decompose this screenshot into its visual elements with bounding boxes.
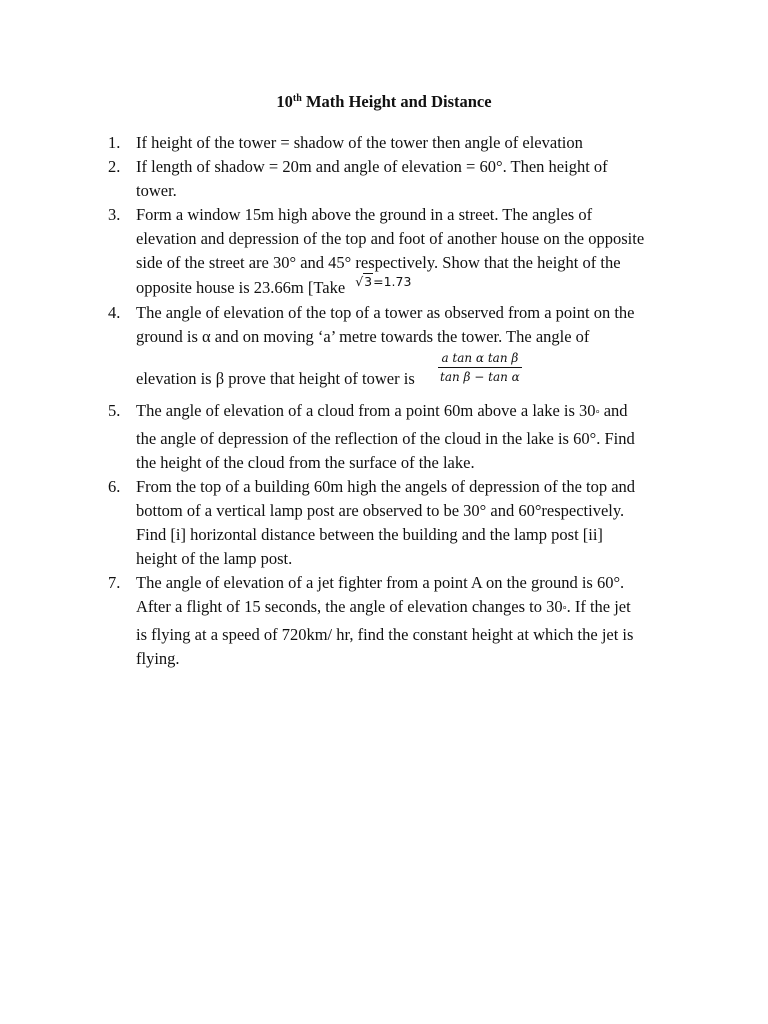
question-item-4 bbox=[108, 301, 668, 397]
question-line: side of the street are 30° and 45° respectively. Show that the height of the bbox=[136, 253, 621, 272]
question-item-3 bbox=[108, 203, 668, 301]
question-text: After a flight of 15 seconds, the angle of elevation changes to 30 bbox=[136, 597, 563, 616]
question-item-2 bbox=[108, 155, 668, 203]
question-line: is flying at a speed of 720km/ hr, find the constant height at which the jet is bbox=[136, 625, 634, 644]
question-list bbox=[108, 131, 668, 671]
question-line bbox=[136, 595, 668, 623]
question-number: 5. bbox=[108, 401, 121, 420]
question-line: opposite house is 23.66m [Take bbox=[136, 278, 346, 297]
question-item-5 bbox=[108, 399, 668, 475]
question-number: 3. bbox=[108, 205, 121, 224]
question-line: If height of the tower = shadow of the tower then angle of elevation bbox=[136, 133, 583, 152]
question-item-7 bbox=[108, 571, 668, 671]
question-line: If length of shadow = 20m and angle of elevation = 60°. Then height of bbox=[136, 157, 608, 176]
question-line: elevation and depression of the top and foot of another house on the opposite bbox=[136, 229, 645, 248]
question-line-with-fraction bbox=[136, 349, 668, 397]
question-number: 6. bbox=[108, 477, 121, 496]
question-number: 4. bbox=[108, 303, 121, 322]
question-line: elevation is β prove that height of tower is bbox=[136, 369, 415, 388]
fraction-numerator: a tan α tan β bbox=[438, 349, 522, 368]
title-prefix: 10 bbox=[276, 92, 293, 111]
question-line-with-sqrt bbox=[136, 276, 668, 301]
sqrt-expression: √3=1.73 bbox=[355, 274, 412, 289]
question-line: The angle of elevation of the top of a tower as observed from a point on the bbox=[136, 303, 635, 322]
question-number: 1. bbox=[108, 133, 121, 152]
fraction-denominator: tan β − tan α bbox=[440, 370, 520, 384]
sqrt-radicand: 3 bbox=[364, 274, 373, 289]
question-item-6 bbox=[108, 475, 668, 571]
question-line: flying. bbox=[136, 649, 180, 668]
question-line: From the top of a building 60m high the angels of depression of the top and bbox=[136, 477, 636, 496]
question-line: Find [i] horizontal distance between the building and the lamp post [ii] bbox=[136, 525, 603, 544]
degree-symbol: ° bbox=[562, 605, 567, 616]
question-number: 2. bbox=[108, 157, 121, 176]
question-line: ground is α and on moving ‘a’ metre towards the tower. The angle of bbox=[136, 327, 590, 346]
question-number: 7. bbox=[108, 573, 121, 592]
question-line: tower. bbox=[136, 181, 177, 200]
question-text: The angle of elevation of a cloud from a point 60m above a lake is 30 bbox=[136, 401, 596, 420]
question-line bbox=[136, 399, 668, 427]
question-line: the height of the cloud from the surface of the lake. bbox=[136, 453, 475, 472]
degree-symbol: ° bbox=[595, 409, 600, 420]
question-line: The angle of elevation of a jet fighter from a point A on the ground is 60°. bbox=[136, 573, 625, 592]
question-line: height of the lamp post. bbox=[136, 549, 293, 568]
question-line: bottom of a vertical lamp post are observed to be 30° and 60°respectively. bbox=[136, 501, 625, 520]
height-formula-fraction bbox=[438, 349, 522, 386]
sqrt-value: =1.73 bbox=[373, 274, 412, 289]
question-item-1 bbox=[108, 131, 668, 155]
title-superscript: th bbox=[292, 93, 302, 104]
page-title bbox=[0, 92, 768, 112]
question-text: . If the jet bbox=[566, 597, 631, 616]
title-rest: Math Height and Distance bbox=[301, 92, 492, 111]
question-line: the angle of depression of the reflection of the cloud in the lake is 60°. Find bbox=[136, 429, 635, 448]
question-line: Form a window 15m high above the ground in a street. The angles of bbox=[136, 205, 593, 224]
question-text: and bbox=[599, 401, 628, 420]
